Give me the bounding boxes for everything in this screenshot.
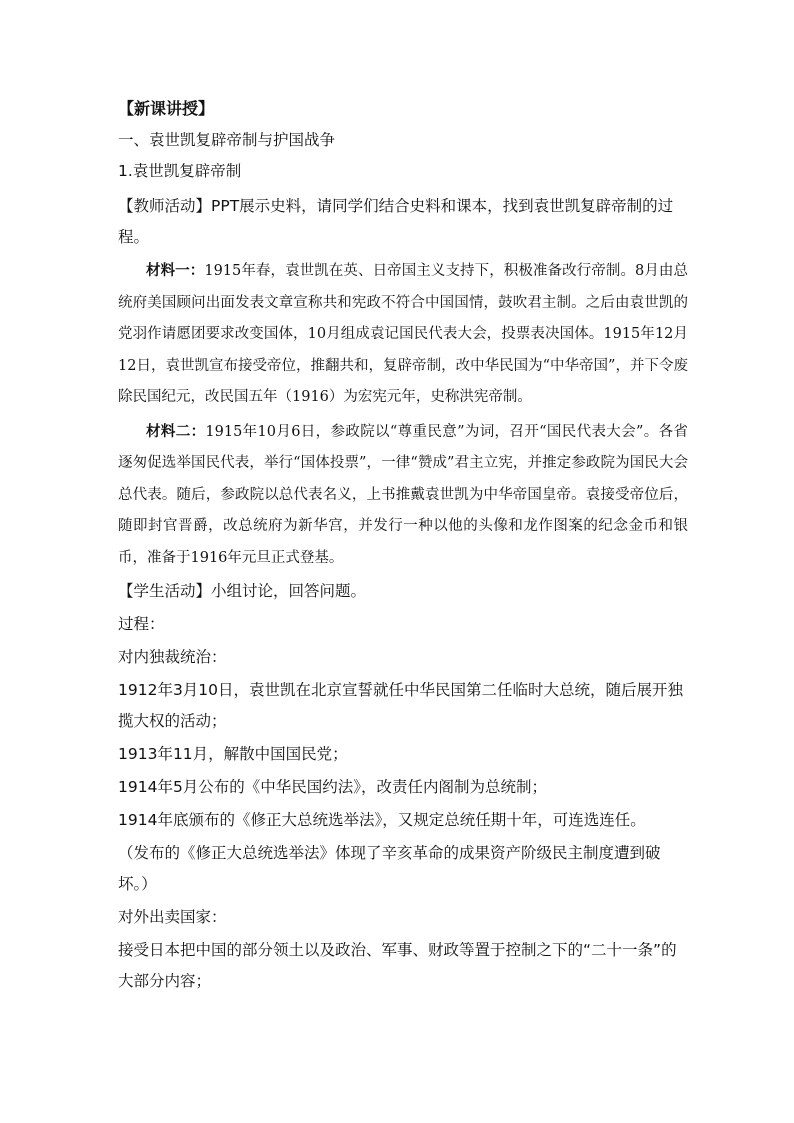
- section-title: 一、袁世凯复辟帝制与护国战争: [118, 131, 336, 149]
- teacher-activity-label: 【教师活动】: [118, 197, 212, 215]
- internal-label: 对内独裁统治：: [118, 648, 227, 666]
- external-label: 对外出卖国家：: [118, 908, 227, 926]
- material-one-label: 材料一：: [146, 262, 205, 279]
- document-page: [118, 98, 688, 999]
- section-header: 【新课讲授】: [118, 99, 215, 118]
- subsection-title: 1.袁世凯复辟帝制: [118, 162, 242, 180]
- material-one-text: 1915年春，袁世凯在英、日帝国主义支持下，积极准备改行帝制。8月由总统府美国顾问出面发表文章宣称共和宪政不符合中国国情，鼓吹君主制。之后由袁世凯的党羽作请愿团要求改变国体，10月组成袁记国民代表大会，投票表决国体。1915年12月12日，袁世凯宣布接受帝位，推翻共和，复辟帝制，改中华民国为“中华帝国”，并下令废除民国纪元，改民国五年（1916）为宏宪元年，史称洪宪帝制。: [118, 263, 689, 405]
- material-one: [118, 255, 688, 414]
- material-two: [118, 416, 688, 575]
- internal-item-note: （发布的《修正大总统选举法》体现了辛亥革命的成果资产阶级民主制度遭到破坏。）: [118, 844, 661, 893]
- external-item: 接受日本把中国的部分领土以及政治、军事、财政等置于控制之下的“二十一条”的大部分内容；: [118, 941, 677, 990]
- student-activity-text: 小组讨论，回答问题。: [211, 582, 367, 600]
- internal-item: 1914年5月公布的《中华民国约法》，改责任内阁制为总统制；: [118, 778, 548, 796]
- material-two-text: 1915年10月6日，参政院以“尊重民意”为词，召开“国民代表大会”。各省逐匆促选举国民代表，举行“国体投票”，一律“赞成”君主立宪，并推定参政院为国民大会总代表。随后，参政院以总代表名义，上书推戴袁世凯为中华帝国皇帝。袁接受帝位后，随即封官晋爵，改总统府为新华宫，并发行一种以他的头像和龙作图案的纪念金币和银币，准备于1916年元旦正式登基。: [118, 423, 688, 566]
- student-activity-label: 【学生活动】: [118, 582, 212, 600]
- internal-item: 1914年底颁布的《修正大总统选举法》，又规定总统任期十年，可连选连任。: [118, 811, 646, 829]
- teacher-activity: [118, 191, 688, 253]
- internal-item: 1913年11月，解散中国国民党；: [118, 745, 348, 763]
- internal-item: 1912年3月10日，袁世凯在北京宣誓就任中华民国第二任临时大总统，随后展开独揽大权的活动；: [118, 681, 684, 730]
- student-activity: [118, 576, 688, 607]
- material-two-label: 材料二：: [146, 422, 206, 440]
- process-label: 过程：: [118, 615, 165, 633]
- teacher-activity-text: PPT展示史料，请同学们结合史料和课本，找到袁世凯复辟帝制的过程。: [118, 197, 674, 246]
